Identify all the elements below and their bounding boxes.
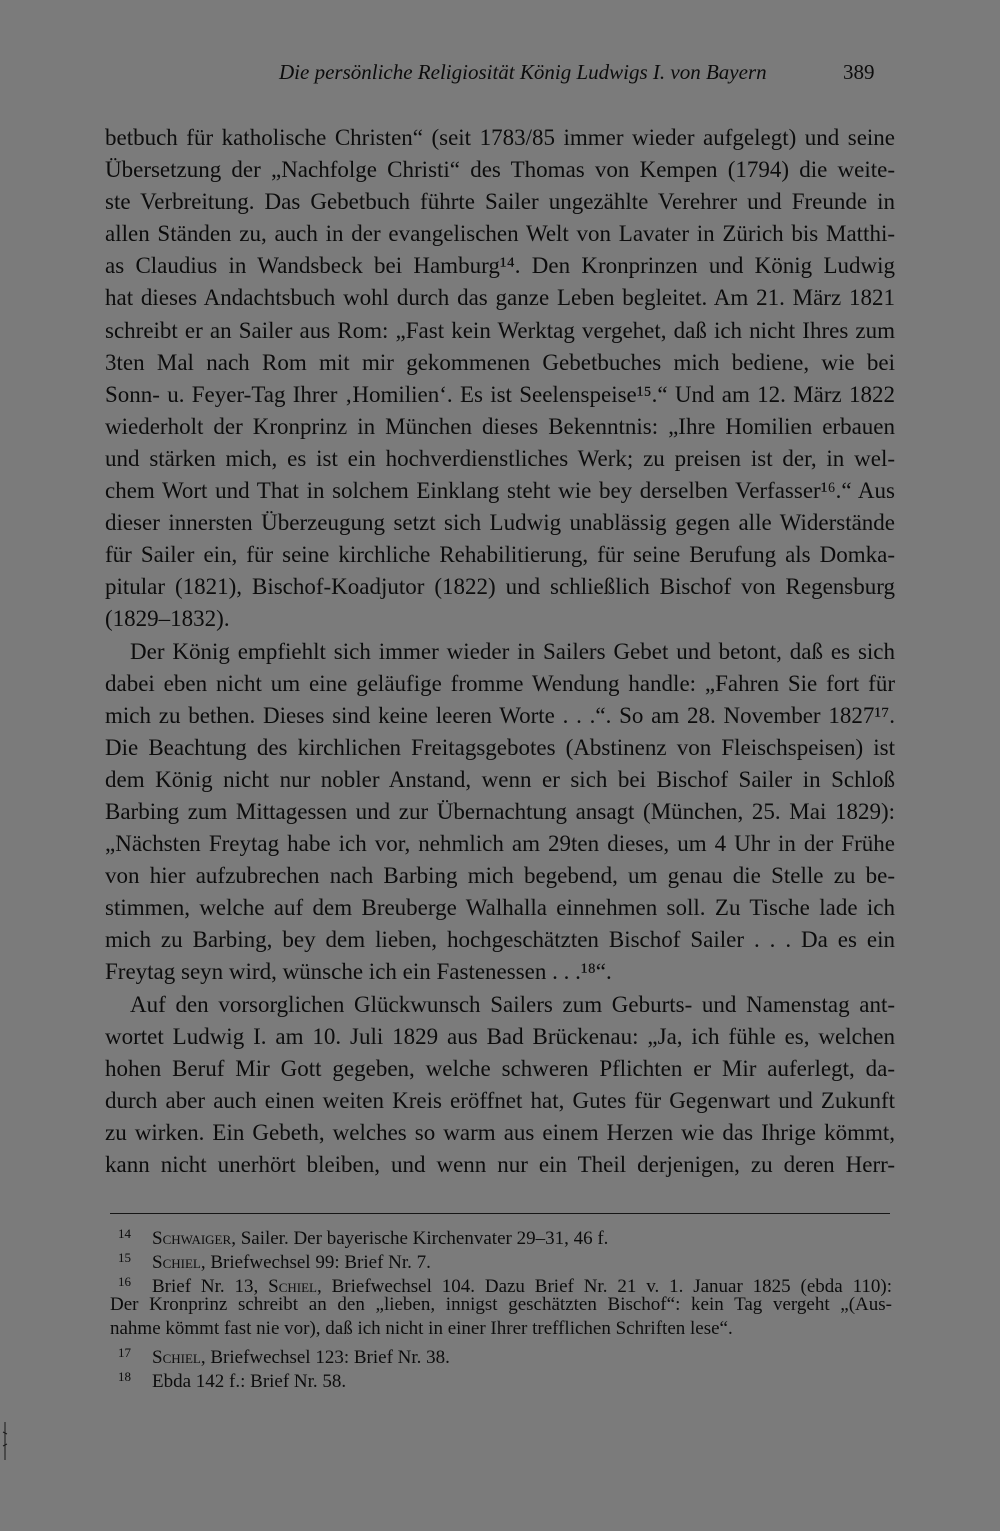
footnote-text: , Briefwechsel 123: Brief Nr. 38. <box>200 1346 450 1368</box>
body-line: Übersetzung der „Nachfolge Christi“ des Thomas von Kempen (1794) die weite- <box>105 157 895 183</box>
body-line: stimmen, welche auf dem Breuberge Walhalla einnehmen soll. Zu Tische lade ich <box>105 895 895 921</box>
body-line: betbuch für katholische Christen“ (seit 1783/85 immer wieder aufgelegt) und seine <box>105 125 895 150</box>
footnotes <box>110 1222 892 1392</box>
body-line: ste Verbreitung. Das Gebetbuch führte Sailer ungezählte Verehrer und Freunde in <box>105 189 895 215</box>
body-line: (1829–1832). <box>105 606 230 632</box>
footnote-15 <box>110 1246 892 1273</box>
body-line: dieser innersten Überzeugung setzt sich Ludwig unablässig gegen alle Widerstände <box>105 510 895 536</box>
body-line: wortet Ludwig I. am 10. Juli 1829 aus Bad Brückenau: „Ja, ich fühle es, welchen <box>105 1023 895 1049</box>
body-line: pitular (1821), Bischof-Koadjutor (1822) und schließlich Bischof von Regensburg <box>105 574 895 600</box>
body-line: von hier aufzubrechen nach Barbing mich begebend, um genau die Stelle zu be- <box>105 863 895 889</box>
footnote-16 <box>110 1270 892 1297</box>
body-line: Sonn- u. Feyer-Tag Ihrer ‚Homilien‘. Es ist Seelenspeise¹⁵.“ Und am 12. März 1822 <box>105 381 895 407</box>
body-line: „Nächsten Freytag habe ich vor, nehmlich am 29ten dieses, um 4 Uhr in der Frühe <box>105 831 895 857</box>
footnote-author: Schwaiger <box>152 1228 232 1249</box>
footnote-text: , Briefwechsel 99: Brief Nr. 7. <box>200 1251 431 1273</box>
margin-speck-mark <box>2 1420 8 1464</box>
body-line: schreibt er an Sailer aus Rom: „Fast kein Werktag vergehet, daß ich nicht Ihres zum <box>105 317 895 343</box>
footnote-17 <box>110 1341 892 1368</box>
footnote-text: Ebda 142 f.: Brief Nr. 58. <box>152 1370 347 1392</box>
footnote-number: 16 <box>118 1273 131 1289</box>
footnote-14 <box>110 1222 892 1249</box>
footnote-author: Schiel <box>152 1346 201 1368</box>
footnote-rule <box>110 1213 890 1214</box>
body-line: für Sailer ein, für seine kirchliche Rehabilitierung, für seine Berufung als Domka- <box>105 542 895 568</box>
footnote-text: , Briefwechsel 104. Dazu Brief Nr. 21 v. 1. Januar 1825 (ebda 110): <box>317 1275 892 1297</box>
body-line: dem König nicht nur nobler Anstand, wenn er sich bei Bischof Sailer in Schloß <box>105 766 895 792</box>
running-head: Die persönliche Religiosität König Ludwigs I. von Bayern <box>279 60 767 84</box>
body-line: hohen Beruf Mir Gott gegeben, welche schweren Pflichten er Mir auferlegt, da- <box>105 1055 895 1081</box>
body-line: hat dieses Andachtsbuch wohl durch das ganze Leben begleitet. Am 21. März 1821 <box>105 285 895 311</box>
body-line: mich zu Barbing, bey dem lieben, hochgeschätzten Bischof Sailer . . . Da es ein <box>105 927 895 953</box>
footnote-number: 18 <box>118 1368 131 1384</box>
footnote-18 <box>110 1365 892 1392</box>
body-line: Die Beachtung des kirchlichen Freitagsgebotes (Abstinenz von Fleischspeisen) ist <box>105 734 895 760</box>
body-line: as Claudius in Wandsbeck bei Hamburg¹⁴. Den Kronprinzen und König Ludwig <box>105 253 895 279</box>
body-line: durch aber auch einen weiten Kreis eröffnet hat, Gutes für Gegenwart und Zukunft <box>105 1087 895 1113</box>
footnote-author: Schiel <box>268 1275 317 1297</box>
body-line: Freytag seyn wird, wünsche ich ein Fastenessen . . .¹⁸“. <box>105 959 612 985</box>
body-line: 3ten Mal nach Rom mit mir gekommenen Gebetbuches mich bediene, wie bei <box>105 349 895 375</box>
footnote-number: 15 <box>118 1249 131 1265</box>
body-line: Auf den vorsorglichen Glückwunsch Sailers zum Geburts- und Namenstag ant- <box>130 991 895 1017</box>
footnote-number: 17 <box>118 1344 131 1360</box>
body-line: kann nicht unerhört bleiben, und wenn nur ein Theil derjenigen, zu deren Herr- <box>105 1152 895 1177</box>
body-line: mich zu bethen. Dieses sind keine leeren Worte . . .“. So am 28. November 1827¹⁷. <box>105 702 895 728</box>
footnote-number: 14 <box>118 1226 131 1241</box>
body-line: chem Wort und That in solchem Einklang steht wie bey derselben Verfasser¹⁶.“ Aus <box>105 478 895 504</box>
footnote-16-line-3: nahme kömmt fast nie vor), daß ich nicht in einer Ihrer trefflichen Schriften lese“. <box>110 1318 733 1340</box>
body-text <box>105 122 895 1181</box>
footnote-text: Brief Nr. 13, <box>152 1275 269 1297</box>
body-line: allen Ständen zu, auch in der evangelischen Welt von Lavater in Zürich bis Matthi- <box>105 221 895 247</box>
body-line: zu wirken. Ein Gebeth, welches so warm aus einem Herzen wie das Ihrige kömmt, <box>105 1119 895 1145</box>
footnote-16-line-2: Der Kronprinz schreibt an den „lieben, innigst geschätzten Bischof“: kein Tag vergeht „(Aus- <box>110 1294 892 1316</box>
body-line: Der König empfiehlt sich immer wieder in Sailers Gebet und betont, daß es sich <box>130 638 895 664</box>
page-number: 389 <box>843 60 875 84</box>
body-line: Barbing zum Mittagessen und zur Übernachtung ansagt (München, 25. Mai 1829): <box>105 798 895 824</box>
footnote-text: , Sailer. Der bayerische Kirchenvater 29–31, 46 f. <box>231 1228 609 1249</box>
body-line: wiederholt der Kronprinz in München dieses Bekenntnis: „Ihre Homilien erbauen <box>105 413 895 439</box>
body-line: dabei eben nicht um eine geläufige fromme Wendung handle: „Fahren Sie fort für <box>105 670 895 696</box>
footnote-author: Schiel <box>152 1251 201 1273</box>
body-line: und stärken mich, es ist ein hochverdienstliches Werk; zu preisen ist der, in wel- <box>105 445 895 471</box>
page-header <box>0 60 1000 90</box>
